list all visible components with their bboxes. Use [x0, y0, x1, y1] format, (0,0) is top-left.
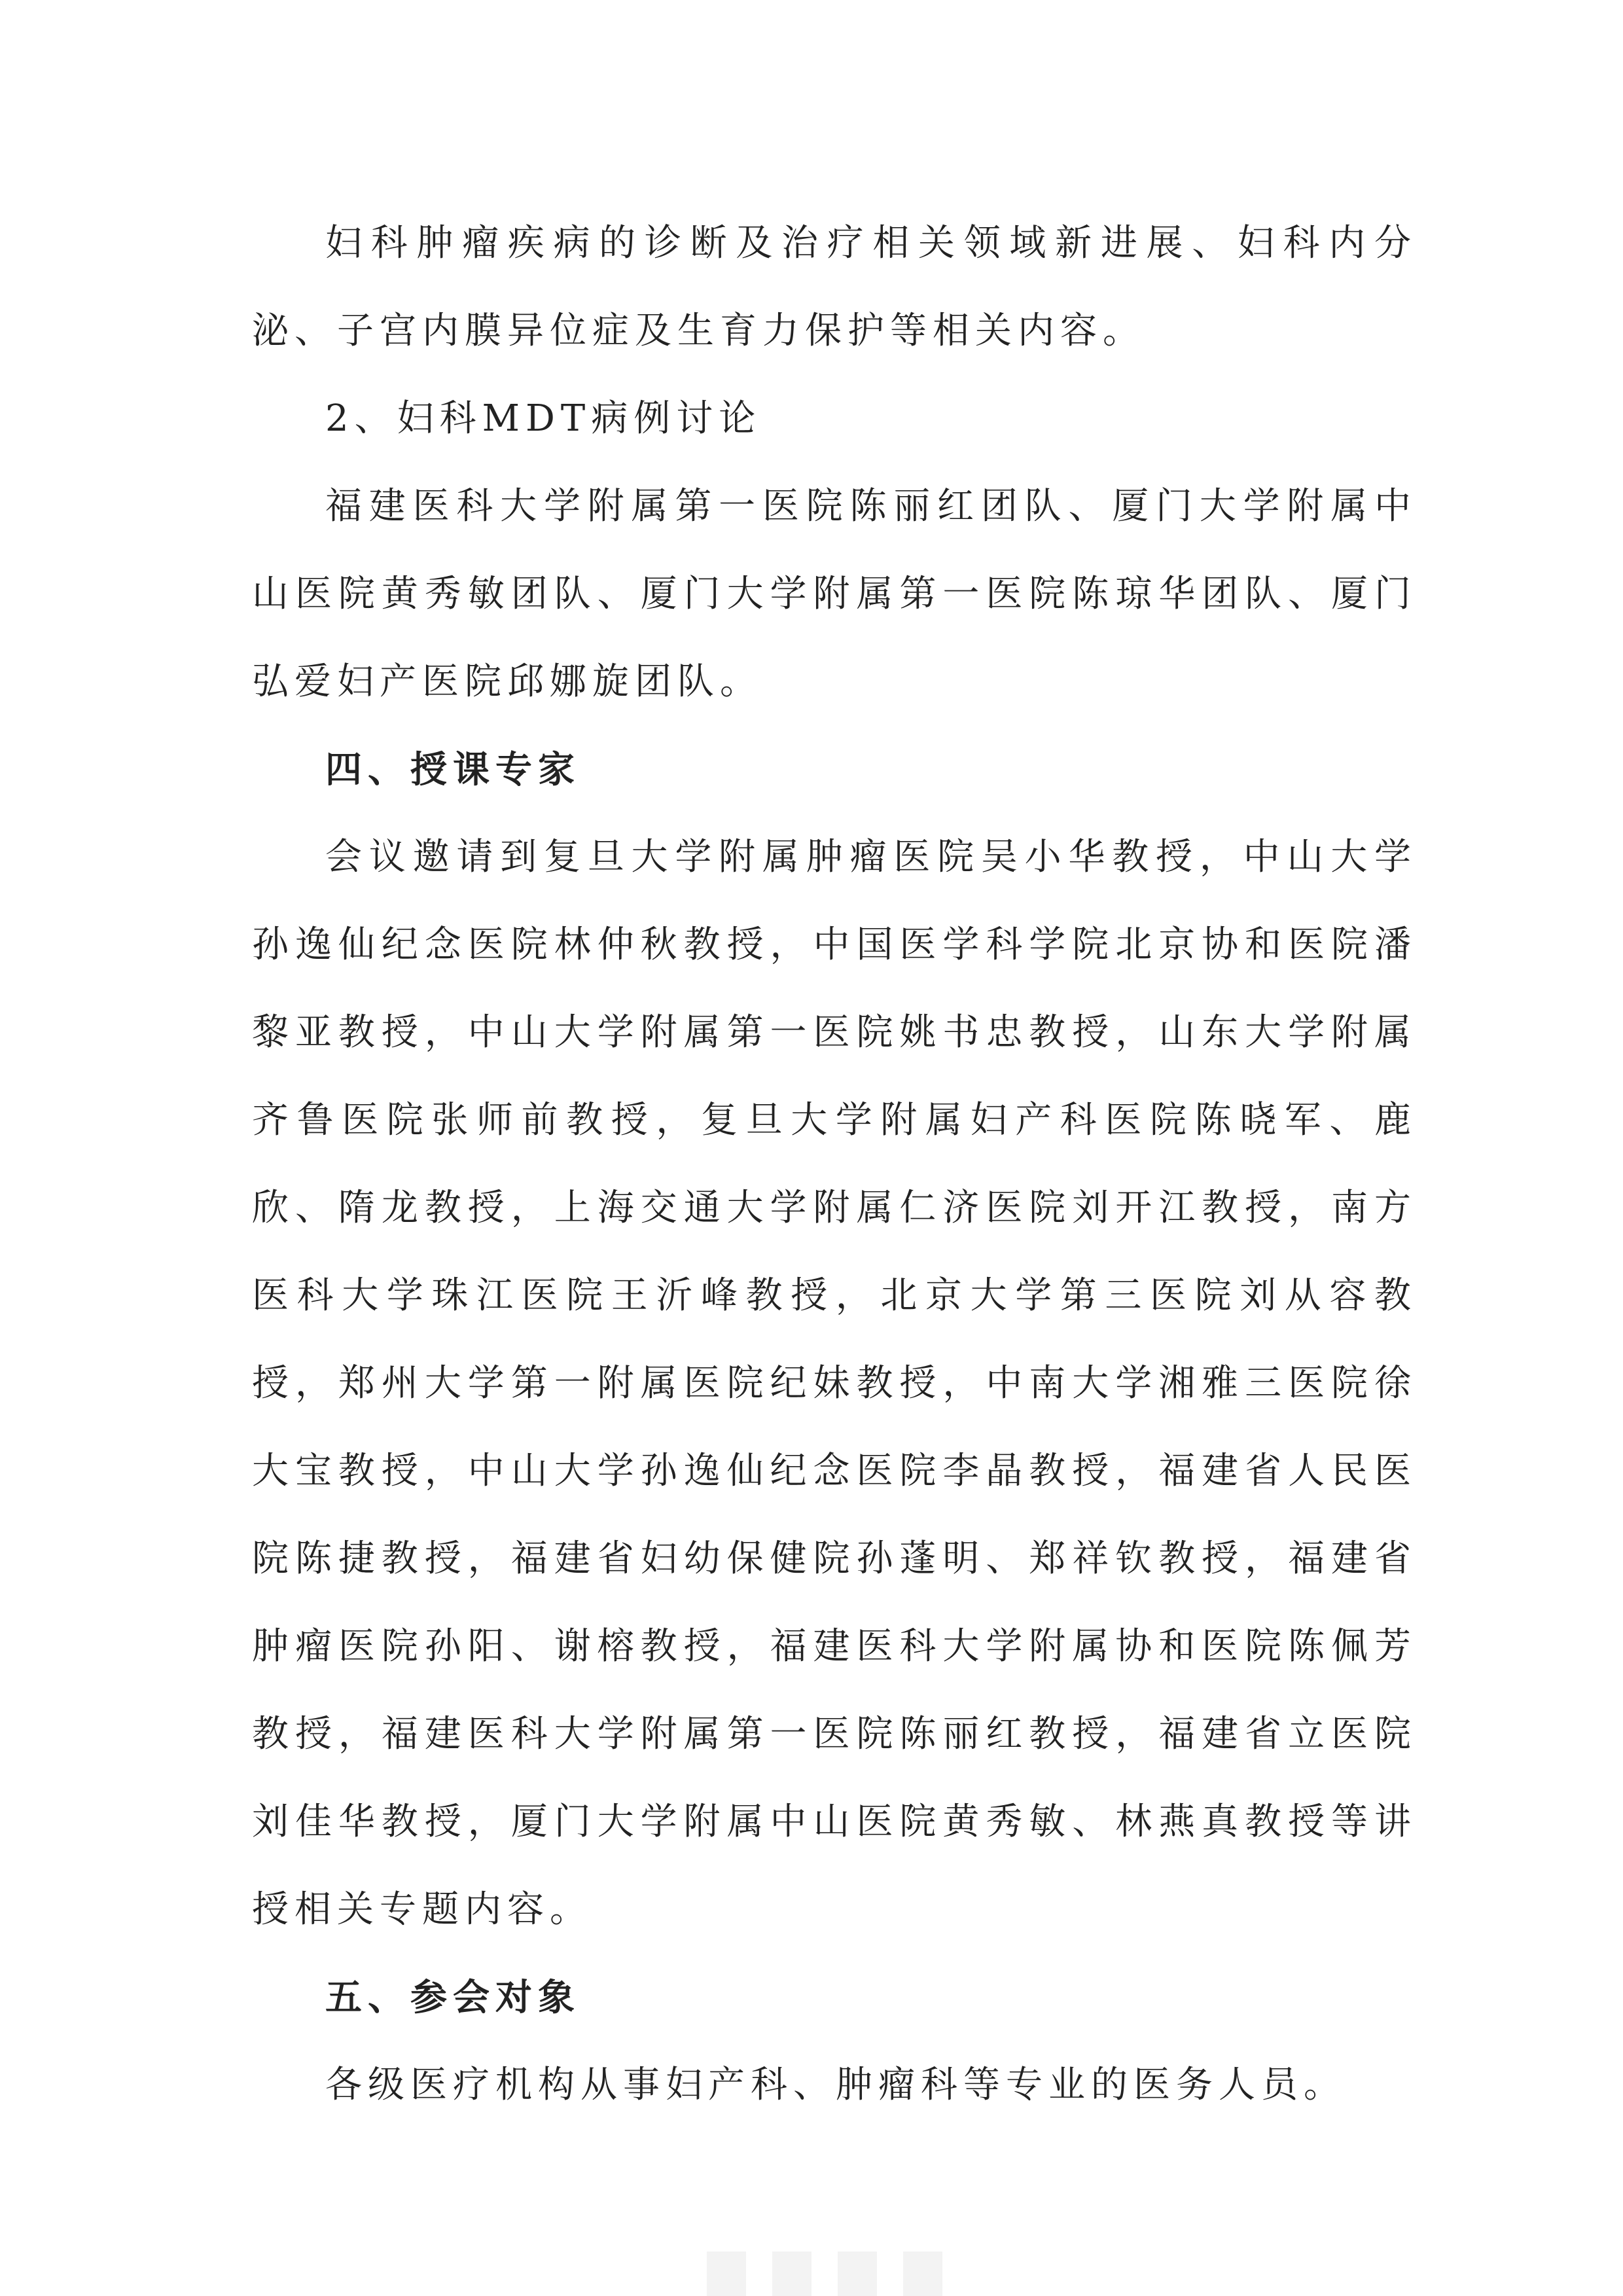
section-heading-experts: 四、授课专家 — [325, 748, 580, 791]
paragraph-mdt-title: 2、妇科MDT病例讨论 — [325, 397, 762, 440]
scan-artifact — [903, 2251, 942, 2296]
paragraph-topics-continued: 妇科肿瘤疾病的诊断及治疗相关领域新进展、妇科内分泌、子宫内膜异位症及生育力保护等相关内容。 — [252, 222, 1417, 352]
paragraph-mdt-teams: 福建医科大学附属第一医院陈丽红团队、厦门大学附属中山医院黄秀敏团队、厦门大学附属第一医院陈琼华团队、厦门弘爱妇产医院邱娜旋团队。 — [252, 485, 1417, 703]
scan-artifact — [707, 2251, 746, 2296]
scan-artifact — [838, 2251, 877, 2296]
document-body — [252, 200, 1417, 2129]
paragraph-experts-list: 会议邀请到复旦大学附属肿瘤医院吴小华教授，中山大学孙逸仙纪念医院林仲秋教授，中国医学科学院北京协和医院潘黎亚教授，中山大学附属第一医院姚书忠教授，山东大学附属齐鲁医院张师前教授，复旦大学附属妇产科医院陈晓军、鹿欣、隋龙教授，上海交通大学附属仁济医院刘开江教授，南方医科大学珠江医院王沂峰教授，北京大学第三医院刘从容教授，郑州大学第一附属医院纪妹教授，中南大学湘雅三医院徐大宝教授，中山大学孙逸仙纪念医院李晶教授，福建省人民医院陈捷教授，福建省妇幼保健院孙蓬明、郑祥钦教授，福建省肿瘤医院孙阳、谢榕教授，福建医科大学附属协和医院陈佩芳教授，福建医科大学附属第一医院陈丽红教授，福建省立医院刘佳华教授，厦门大学附属中山医院黄秀敏、林燕真教授等讲授相关专题内容。 — [252, 836, 1417, 1931]
paragraph-audience: 各级医疗机构从事妇产科、肿瘤科等专业的医务人员。 — [325, 2064, 1346, 2106]
scan-artifact — [772, 2251, 812, 2296]
section-heading-audience: 五、参会对象 — [325, 1976, 580, 2019]
